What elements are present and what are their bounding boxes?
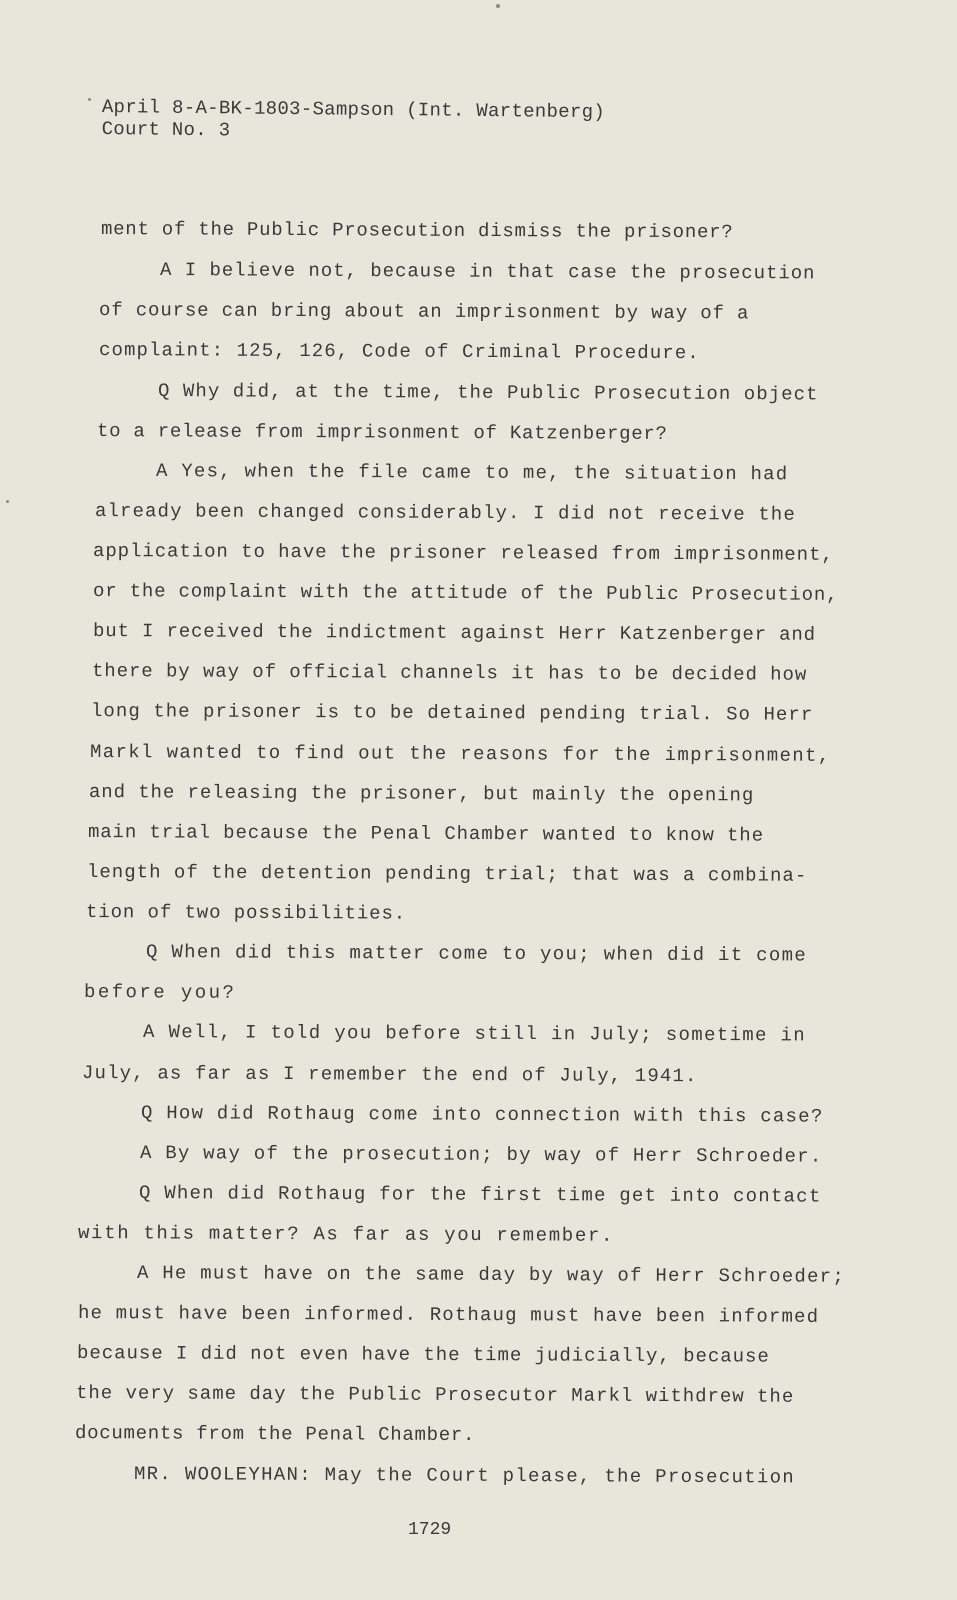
body-line: MR. WOOLEYHAN: May the Court please, the Prosecution (133, 1463, 796, 1489)
body-line: of course can bring about an imprisonment by way of a (98, 299, 750, 325)
body-line: already been changed considerably. I did not receive the (94, 500, 796, 526)
paper-speck (6, 500, 9, 503)
body-line: the very same day the Public Prosecutor Markl withdrew the (75, 1382, 795, 1408)
paper-speck (88, 98, 91, 101)
body-line: Markl wanted to find out the reasons for the imprisonment, (89, 741, 831, 767)
body-line: tion of two possibilities. (85, 901, 407, 925)
body-line: Q When did Rothaug for the first time get into contact (138, 1182, 822, 1208)
body-line: to a release from imprisonment of Katzenberger? (96, 420, 668, 445)
body-line: documents from the Penal Chamber. (74, 1422, 476, 1447)
body-line: because I did not even have the time judicially, because (76, 1342, 770, 1368)
body-line: and the releasing the prisoner, but mainly the opening (88, 781, 755, 807)
body-line: application to have the prisoner released from imprisonment, (92, 540, 834, 566)
header-court-line: Court No. 3 (101, 117, 231, 142)
body-line: July, as far as I remember the end of July, 1941. (81, 1062, 698, 1088)
body-line: Q When did this matter come to you; when did it come (145, 941, 808, 967)
document-header (102, 96, 606, 145)
body-line: ment of the Public Prosecution dismiss the prisoner? (100, 218, 734, 244)
body-line: complaint: 125, 126, Code of Criminal Procedure. (98, 339, 700, 365)
body-line: before you? (83, 981, 237, 1004)
header-case-line: April 8-A-BK-1803-Sampson (Int. Wartenberg) (101, 96, 606, 124)
body-line: with this matter? As far as you remember. (77, 1222, 615, 1247)
body-line: Q How did Rothaug come into connection with this case? (140, 1102, 824, 1128)
body-line: A Yes, when the file came to me, the situation had (155, 460, 789, 486)
body-line: A He must have on the same day by way of Herr Schroeder; (136, 1262, 846, 1288)
body-line: he must have been informed. Rothaug must have been informed (77, 1302, 820, 1328)
paper-speck (496, 4, 500, 8)
body-line: main trial because the Penal Chamber wanted to know the (87, 821, 764, 847)
body-line: but I received the indictment against Herr Katzenberger and (92, 620, 816, 646)
body-line: there by way of official channels it has to be decided how (91, 660, 808, 686)
body-line: or the complaint with the attitude of the Public Prosecution, (92, 580, 839, 606)
body-line: Q Why did, at the time, the Public Prosecution object (157, 380, 819, 406)
body-line: A By way of the prosecution; by way of Herr Schroeder. (139, 1142, 823, 1168)
body-line: length of the detention pending trial; that was a combina- (86, 861, 808, 887)
body-line: A Well, I told you before still in July; sometime in (142, 1021, 807, 1047)
body-line: long the prisoner is to be detained pending trial. So Herr (90, 700, 814, 726)
page-number: 1729 (408, 1520, 452, 1540)
body-line: A I believe not, because in that case the prosecution (159, 259, 816, 285)
